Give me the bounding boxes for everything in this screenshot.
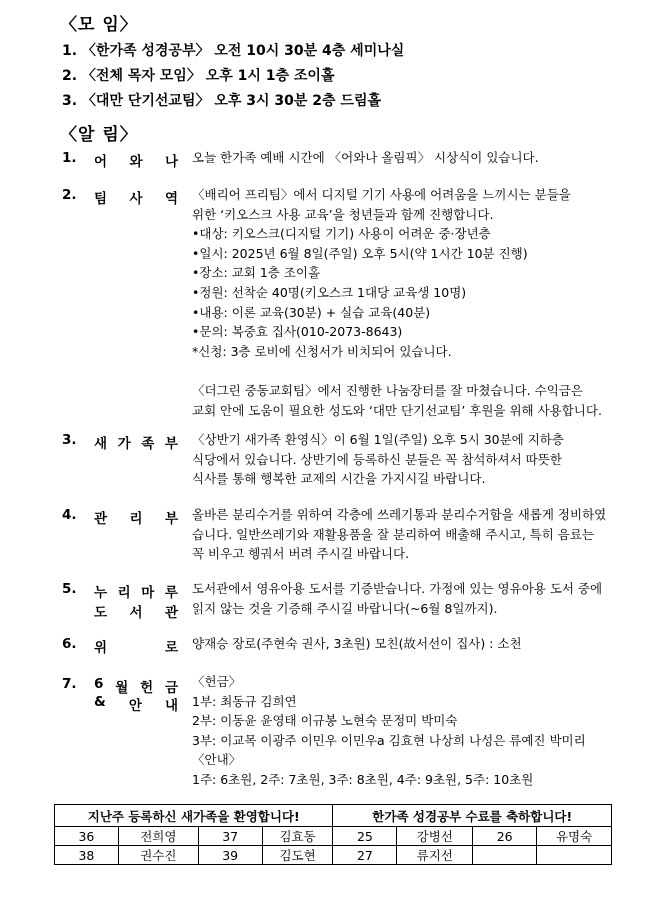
table-row [55,846,612,865]
notice-body: 〈헌금〉 1부: 최동규 김희연 2부: 이동윤 윤영태 이규봉 노현숙 문정미 박미숙 3부: 이교목 이광주 이민우 이민우a 김효현 나상희 나성은 류예진 박미리 〈안내〉 1주: 6초원, 2주: 7초원, 3주: 8초원, 4주: 9초원, 5주: 10초원 [192,674,586,787]
meeting-item: 1. 〈한가족 성경공부〉 오전 10시 30분 4층 세미나실 [62,43,405,59]
table-cell: 26 [473,827,537,846]
table-cell: 김도현 [262,846,333,865]
table-cell: 전희영 [118,827,198,846]
notice-number: 1. [62,150,77,166]
notice-body: 〈배리어 프리팀〉에서 디지털 기기 사용에 어려움을 느끼시는 분들을 위한 ‘키오스크 사용 교육’을 청년들과 함께 진행합니다. •대상: 키오스크(디지털 기기) 사용이 어려운 중·장년층 •일시: 2025년 6월 8일(주일) 오후 5시(약 1시간 10분 진행) •장소: 교회 1층 조이홀 •정원: 선착순 40명(키오스크 1대당 교육생 10명) •내용: 이론 교육(30분) + 실습 교육(40분) •문의: 복중효 집사(010-2073-8643) *신청: 3층 로비에 신청서가 비치되어 있습니다. 〈더그린 중동교회팀〉에서 진행한 나눔장터를 잘 마쳤습니다. 수익금은 교회 안에 도움이 필요한 성도와 ‘대만 단기선교팀’ 후원을 위해 사용합니다. [192,187,602,418]
notice-label: 팀 사 역 [94,191,178,207]
table-cell: 38 [55,846,119,865]
meeting-item: 2. 〈전체 목자 모임〉 오후 1시 1층 조이홀 [62,68,335,84]
notice-body: 양재승 장로(주현숙 권사, 3초원) 모친(故서선이 집사) : 소천 [192,636,522,651]
table-cell: 유명숙 [537,827,612,846]
notice-body: 오늘 한가족 예배 시간에 〈어와나 올림픽〉 시상식이 있습니다. [192,150,539,165]
notice-number: 7. [62,676,77,692]
notice-body: 올바른 분리수거를 위하여 각층에 쓰레기통과 분리수거함을 새롭게 정비하였 습니다. 일반쓰레기와 재활용품을 잘 분리하여 배출해 주시고, 특히 음료는 꼭 비우고 헹궈서 버려 주시길 바랍니다. [192,507,607,562]
notice-number: 4. [62,507,77,523]
table-cell: 김효동 [262,827,333,846]
notice-label-second-line: & 안 내 [94,694,178,714]
notice-number: 5. [62,581,77,597]
notices-title: 〈알 림〉 [60,125,138,145]
table-row [55,827,612,846]
table-cell: 25 [333,827,397,846]
table-cell: 37 [198,827,262,846]
notice-label: 6 월 헌 금 [94,676,178,696]
table-header-new-members: 지난주 등록하신 새가족을 환영합니다! [55,805,333,827]
notice-number: 3. [62,432,77,448]
notice-label: 위 로 [94,640,178,656]
table-cell [473,846,537,865]
meeting-item: 3. 〈대만 단기선교팀〉 오후 3시 30분 2층 드림홀 [62,93,382,109]
table-cell: 권수진 [118,846,198,865]
notice-body: 도서관에서 영유아용 도서를 기증받습니다. 가정에 있는 영유아용 도서 중에 읽지 않는 것을 기증해 주시길 바랍니다(~6월 8일까지). [192,581,603,616]
table-cell: 36 [55,827,119,846]
table-header-graduates: 한가족 성경공부 수료를 축하합니다! [333,805,612,827]
table-cell: 39 [198,846,262,865]
notice-label: 어 와 나 [94,154,178,170]
table-cell: 27 [333,846,397,865]
notice-number: 6. [62,636,77,652]
meetings-title: 〈모 임〉 [60,15,138,35]
notice-label-second-line: 도 서 관 [94,605,178,621]
notice-label: 새 가 족 부 [94,436,178,452]
notice-label: 누 리 마 루 [94,585,178,601]
table-cell: 강병선 [397,827,473,846]
notice-body: 〈상반기 새가족 환영식〉이 6월 1일(주일) 오후 5시 30분에 지하층 식당에서 있습니다. 상반기에 등록하신 분들은 꼭 참석하셔서 따뜻한 식사를 통해 행복한 교제의 시간을 가지시길 바랍니다. [192,432,564,487]
new-members-table [54,804,612,865]
table-cell [537,846,612,865]
table-cell: 류지선 [397,846,473,865]
notice-number: 2. [62,187,77,203]
notice-label: 관 리 부 [94,511,178,527]
